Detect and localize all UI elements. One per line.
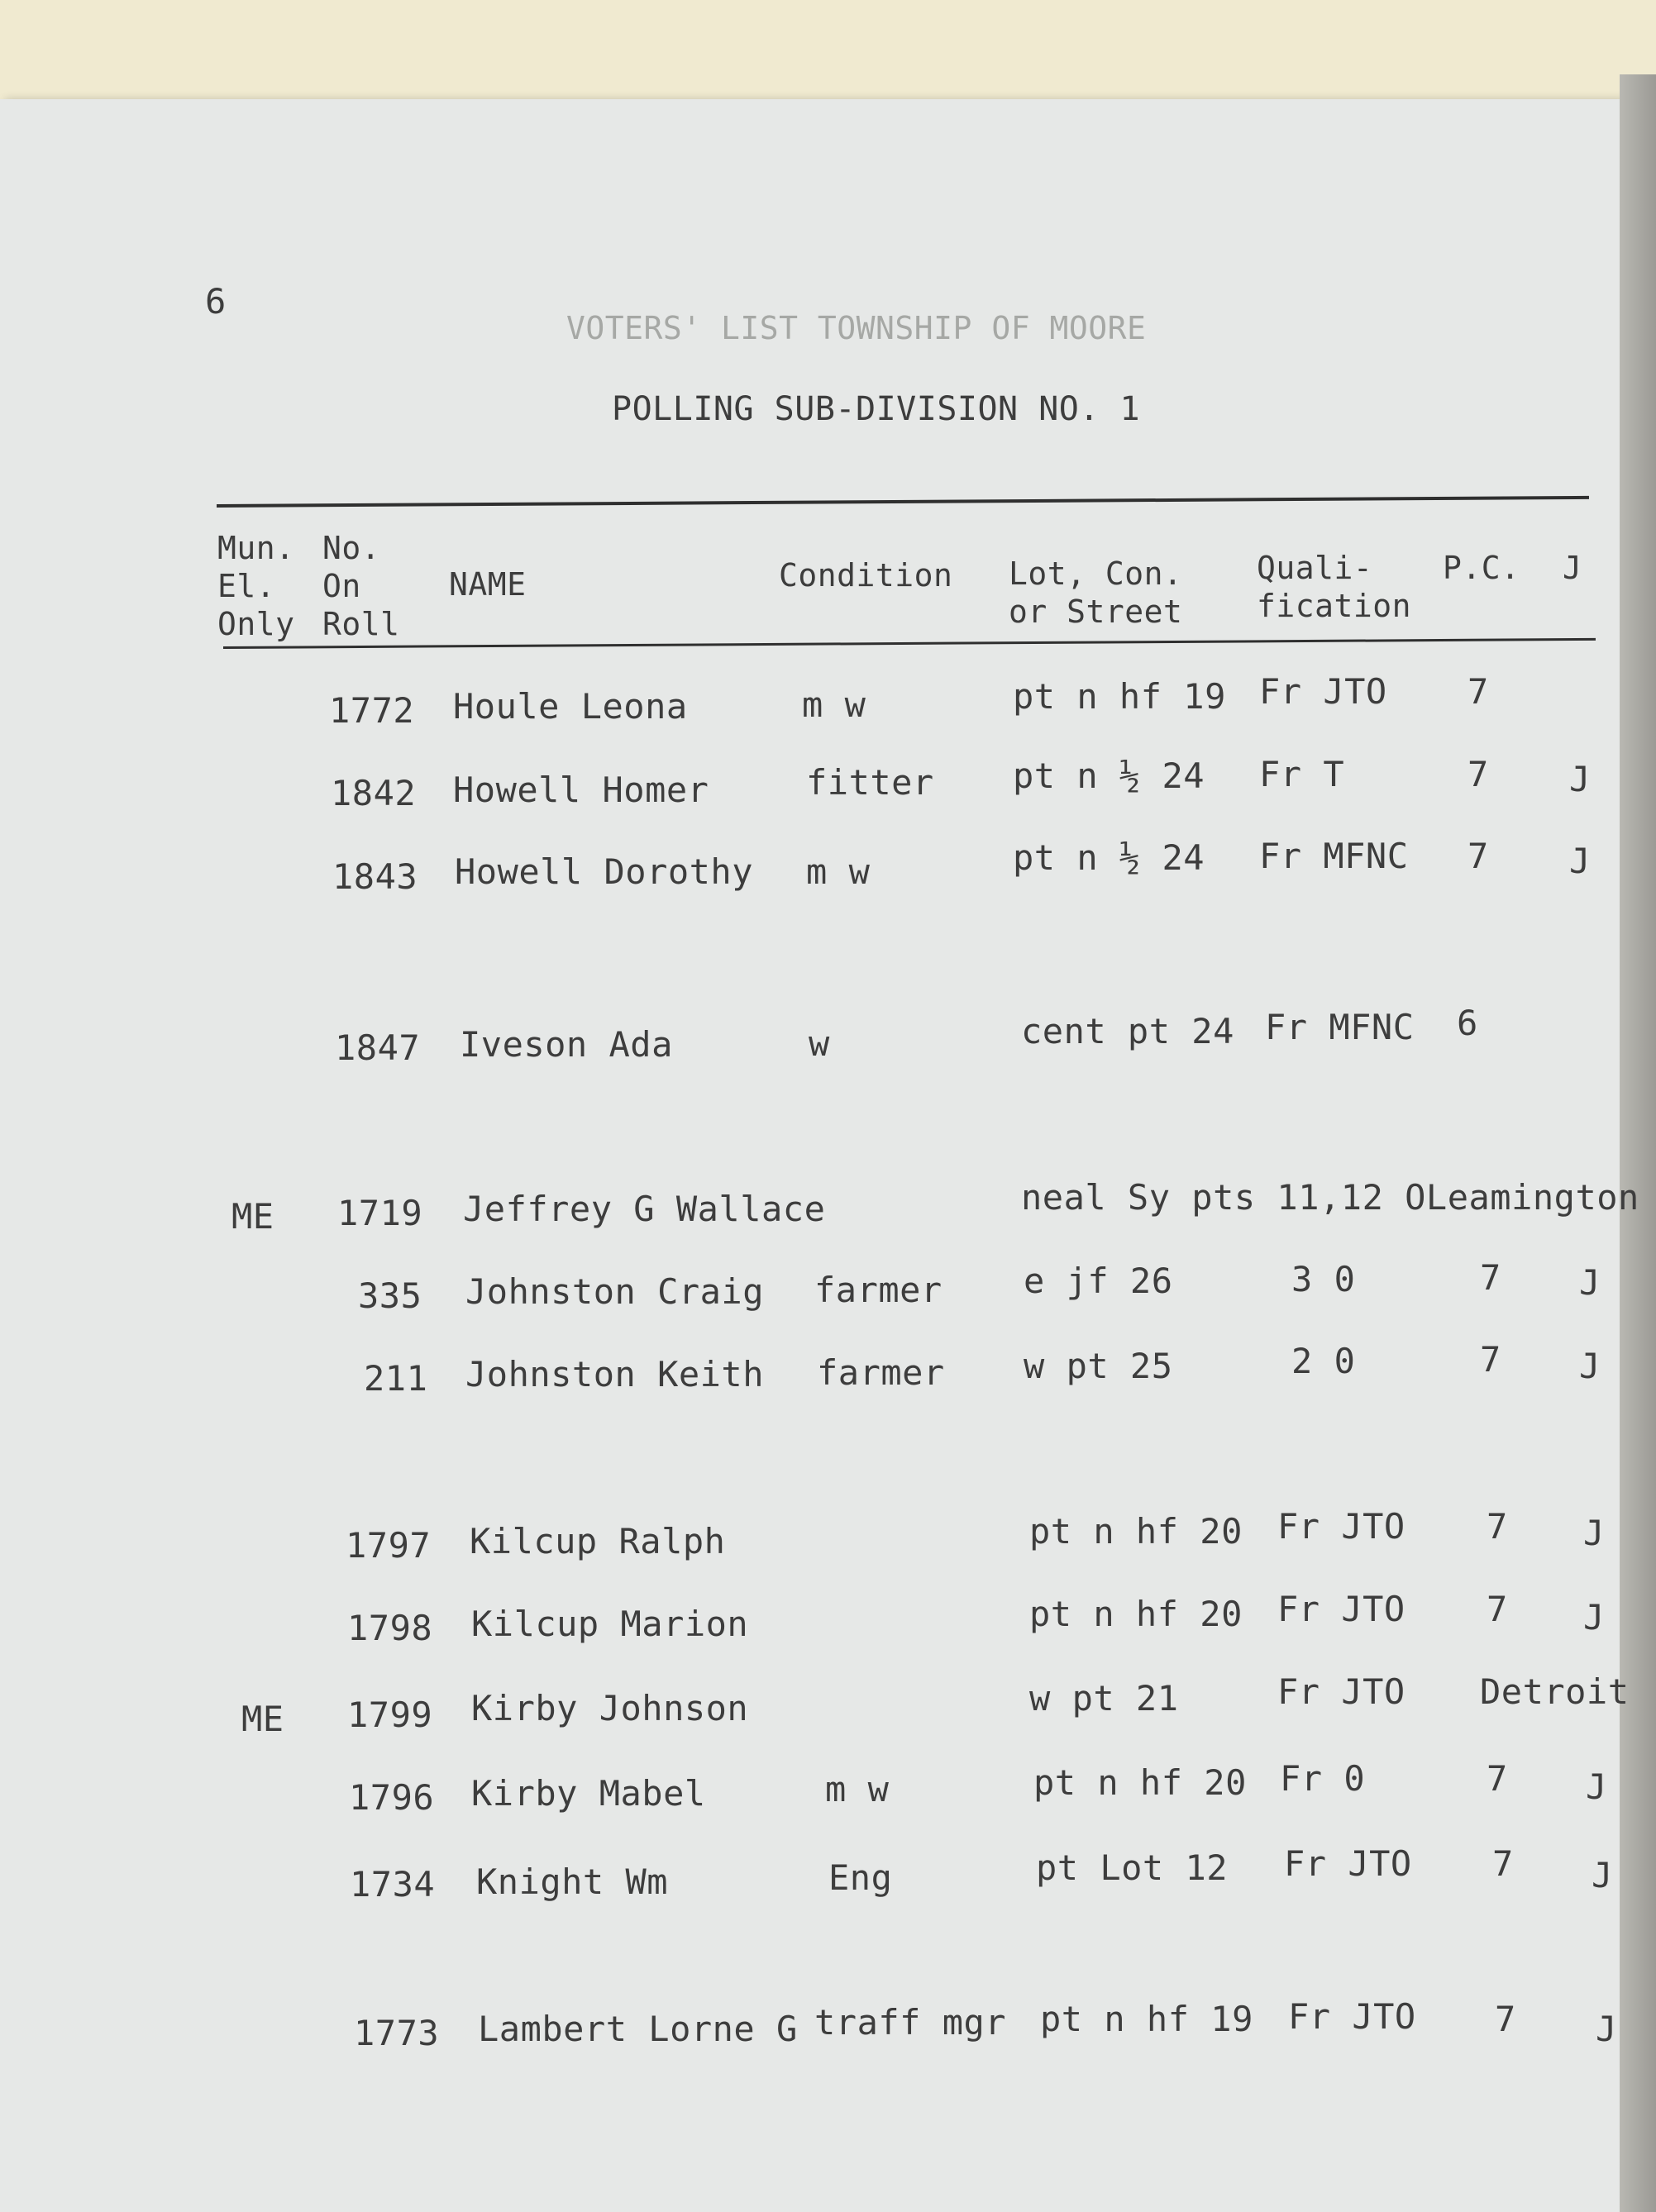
row-8-qualification: Fr JTO xyxy=(1277,1506,1405,1547)
page-edge-shadow xyxy=(1620,74,1656,2212)
header-el-line: El. xyxy=(217,568,276,604)
row-13-roll: 1773 xyxy=(354,2013,440,2053)
header-roll-line: Roll xyxy=(322,606,400,642)
row-8-roll: 1797 xyxy=(346,1525,432,1566)
row-11-pc: 7 xyxy=(1487,1758,1508,1799)
row-3-lot: pt n ½ 24 xyxy=(1013,837,1205,878)
header-name: NAME xyxy=(449,566,527,603)
document-subtitle: POLLING SUB-DIVISION NO. 1 xyxy=(612,390,1141,428)
row-5-me: ME xyxy=(231,1196,274,1237)
row-11-j: J xyxy=(1586,1766,1607,1807)
row-6-name: Johnston Craig xyxy=(465,1271,765,1312)
row-8-lot: pt n hf 20 xyxy=(1029,1511,1243,1552)
row-3-roll: 1843 xyxy=(332,856,418,897)
header-mun-el-only xyxy=(217,529,295,643)
row-1-pc: 7 xyxy=(1467,671,1489,712)
row-4-lot: cent pt 24 xyxy=(1021,1011,1234,1051)
row-2-j: J xyxy=(1569,759,1591,799)
row-1-condition: m w xyxy=(802,684,866,725)
header-pc: P.C. xyxy=(1443,550,1520,586)
row-11-qualification: Fr 0 xyxy=(1280,1758,1366,1799)
row-12-lot: pt Lot 12 xyxy=(1036,1847,1229,1888)
row-10-roll: 1799 xyxy=(347,1695,433,1735)
row-8-name: Kilcup Ralph xyxy=(470,1521,726,1561)
row-13-j: J xyxy=(1596,2009,1617,2049)
row-6-lot: e jf 26 xyxy=(1024,1261,1173,1301)
row-2-qualification: Fr T xyxy=(1259,754,1345,794)
row-8-pc: 7 xyxy=(1487,1506,1508,1547)
page-number: 6 xyxy=(205,281,227,322)
row-4-roll: 1847 xyxy=(335,1027,421,1068)
row-9-qualification: Fr JTO xyxy=(1277,1589,1405,1629)
row-8-j: J xyxy=(1583,1513,1605,1553)
header-only-line: Only xyxy=(217,606,295,642)
row-1-qualification: Fr JTO xyxy=(1259,671,1387,712)
row-10-me: ME xyxy=(241,1699,284,1739)
row-7-j: J xyxy=(1579,1346,1601,1386)
row-7-name: Johnston Keith xyxy=(465,1354,765,1394)
row-5-lot: neal Sy pts 11,12 OLeamington xyxy=(1021,1177,1639,1218)
header-condition: Condition xyxy=(779,557,953,594)
row-4-condition: w xyxy=(809,1023,830,1064)
row-5-name: Jeffrey G Wallace xyxy=(463,1189,826,1229)
header-no-on-roll xyxy=(322,529,400,643)
header-lot-line: Lot, Con. xyxy=(1009,555,1183,592)
row-2-condition: fitter xyxy=(806,762,934,803)
row-4-qualification: Fr MFNC xyxy=(1265,1007,1415,1047)
row-3-pc: 7 xyxy=(1467,836,1489,876)
row-10-lot: w pt 21 xyxy=(1029,1678,1179,1719)
row-5-roll: 1719 xyxy=(337,1193,423,1233)
row-6-roll: 335 xyxy=(358,1275,422,1316)
row-9-roll: 1798 xyxy=(347,1608,433,1648)
row-2-pc: 7 xyxy=(1467,754,1489,794)
row-2-roll: 1842 xyxy=(331,773,417,813)
row-13-pc: 7 xyxy=(1495,1999,1516,2039)
row-3-name: Howell Dorothy xyxy=(455,851,754,892)
row-12-condition: Eng xyxy=(828,1857,893,1898)
row-6-condition: farmer xyxy=(814,1270,943,1310)
row-7-qualification: 2 0 xyxy=(1291,1341,1356,1381)
row-13-lot: pt n hf 19 xyxy=(1040,1999,1253,2039)
row-7-pc: 7 xyxy=(1480,1339,1501,1380)
row-9-pc: 7 xyxy=(1487,1589,1508,1629)
header-fication-line: fication xyxy=(1257,588,1412,624)
row-10-name: Kirby Johnson xyxy=(471,1688,749,1728)
row-3-qualification: Fr MFNC xyxy=(1259,836,1409,876)
row-9-j: J xyxy=(1583,1597,1605,1638)
row-13-name: Lambert Lorne G xyxy=(478,2009,798,2049)
row-13-qualification: Fr JTO xyxy=(1288,1996,1416,2037)
row-6-pc: 7 xyxy=(1480,1257,1501,1298)
row-1-roll: 1772 xyxy=(329,690,415,731)
row-2-lot: pt n ½ 24 xyxy=(1013,756,1205,796)
row-1-lot: pt n hf 19 xyxy=(1013,676,1226,717)
row-1-name: Houle Leona xyxy=(453,686,688,727)
header-mun-line: Mun. xyxy=(217,530,295,566)
row-11-roll: 1796 xyxy=(349,1777,435,1818)
header-on-line: On xyxy=(322,568,361,604)
header-j: J xyxy=(1563,550,1582,586)
header-no-line: No. xyxy=(322,530,381,566)
header-qualification xyxy=(1257,549,1411,625)
row-12-name: Knight Wm xyxy=(476,1862,669,1902)
row-6-j: J xyxy=(1579,1262,1601,1303)
row-13-condition: traff mgr xyxy=(814,2002,1007,2043)
header-street-line: or Street xyxy=(1009,594,1183,630)
row-9-name: Kilcup Marion xyxy=(471,1604,749,1644)
row-4-pc: 6 xyxy=(1457,1003,1478,1043)
row-10-qualification: Fr JTO xyxy=(1277,1671,1405,1712)
row-6-qualification: 3 0 xyxy=(1291,1259,1356,1299)
row-3-condition: m w xyxy=(806,851,871,892)
header-lot-con xyxy=(1009,555,1182,631)
row-12-pc: 7 xyxy=(1492,1843,1514,1884)
row-4-name: Iveson Ada xyxy=(460,1024,673,1065)
row-3-j: J xyxy=(1569,841,1591,881)
document-title: VOTERS' LIST TOWNSHIP OF MOORE xyxy=(566,310,1147,346)
row-7-roll: 211 xyxy=(364,1358,428,1399)
row-7-condition: farmer xyxy=(817,1352,945,1393)
row-7-lot: w pt 25 xyxy=(1024,1346,1173,1386)
row-12-roll: 1734 xyxy=(350,1864,436,1905)
row-2-name: Howell Homer xyxy=(453,770,709,810)
row-11-condition: m w xyxy=(825,1769,890,1809)
row-9-lot: pt n hf 20 xyxy=(1029,1594,1243,1634)
row-12-qualification: Fr JTO xyxy=(1284,1843,1412,1884)
row-11-name: Kirby Mabel xyxy=(471,1773,706,1814)
row-10-pc: Detroit xyxy=(1480,1671,1630,1712)
header-quali-line: Quali- xyxy=(1257,550,1373,586)
row-12-j: J xyxy=(1592,1855,1613,1895)
row-11-lot: pt n hf 20 xyxy=(1033,1762,1247,1803)
